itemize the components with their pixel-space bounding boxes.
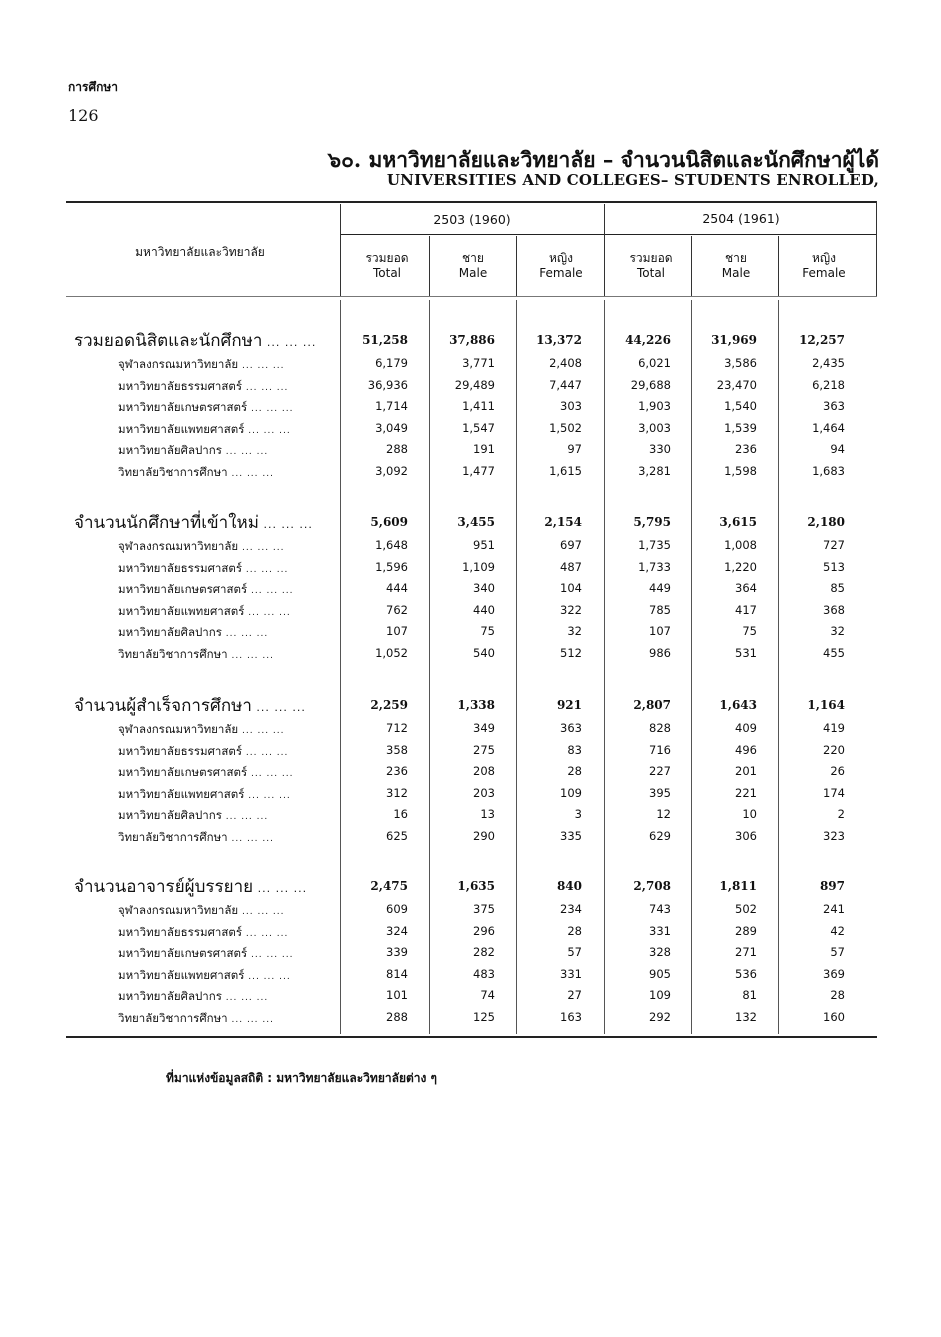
- leader-dots: ... ... ...: [238, 726, 285, 736]
- data-cell: 449: [649, 581, 671, 595]
- row-label-text: มหาวิทยาลัยเกษตรศาสตร์: [118, 582, 248, 596]
- row-label: [118, 721, 285, 739]
- column-divider: [340, 204, 341, 296]
- data-cell: 125: [473, 1009, 495, 1024]
- row-label: [118, 829, 274, 847]
- data-cell: 986: [649, 645, 671, 660]
- data-cell: 94: [830, 442, 845, 456]
- data-cell: 440: [473, 602, 495, 617]
- section-total-cell: 1,635: [457, 879, 495, 893]
- data-cell: 160: [823, 1009, 845, 1024]
- data-cell: 828: [649, 721, 671, 735]
- leader-dots: ... ... ...: [242, 564, 289, 575]
- column-divider: [429, 236, 430, 296]
- data-cell: 1,683: [812, 463, 845, 478]
- row-label: [118, 538, 285, 556]
- data-cell: 814: [386, 966, 408, 981]
- data-cell: 306: [735, 828, 757, 843]
- data-cell: 28: [830, 988, 845, 1002]
- column-header-english: Total: [372, 266, 402, 280]
- leader-dots: ... ... ...: [221, 993, 269, 1003]
- section-label: [74, 873, 307, 900]
- row-label: [118, 603, 291, 621]
- row-label-text: มหาวิทยาลัยธรรมศาสตร์: [118, 378, 243, 393]
- data-cell: 74: [480, 988, 495, 1002]
- data-cell: 1,735: [638, 538, 671, 552]
- data-cell: 3: [574, 807, 582, 821]
- leader-dots: ... ... ...: [253, 882, 308, 895]
- data-cell: 540: [473, 645, 495, 660]
- section-total-cell: 5,795: [633, 515, 671, 529]
- leader-dots: ... ... ...: [227, 833, 274, 844]
- row-label-text: มหาวิทยาลัยเกษตรศาสตร์: [118, 946, 248, 960]
- section-total-cell: 1,643: [719, 698, 757, 712]
- data-cell: 536: [735, 966, 757, 981]
- data-cell: 3,771: [462, 356, 495, 370]
- row-label: [118, 378, 288, 396]
- data-cell: 2,435: [812, 356, 845, 370]
- table-top-rule: [66, 201, 877, 203]
- data-cell: 328: [649, 945, 671, 959]
- data-cell: 609: [386, 902, 408, 916]
- data-cell: 16: [393, 807, 408, 821]
- section-label: [74, 509, 313, 536]
- data-cell: 132: [735, 1009, 757, 1024]
- data-cell: 335: [560, 828, 582, 843]
- data-cell: 3,049: [375, 420, 408, 435]
- section-label: [74, 692, 306, 719]
- data-cell: 331: [649, 923, 671, 938]
- data-cell: 349: [473, 721, 495, 735]
- row-label-text: มหาวิทยาลัยศิลปากร: [118, 989, 222, 1003]
- data-cell: 107: [649, 624, 671, 638]
- section-total-cell: 2,259: [370, 698, 408, 712]
- data-cell: 2,408: [549, 356, 582, 370]
- row-label: [118, 967, 291, 985]
- data-cell: 10: [742, 807, 757, 821]
- leader-dots: ... ... ...: [247, 769, 294, 779]
- data-cell: 375: [473, 902, 495, 916]
- data-cell: 1,903: [638, 399, 671, 413]
- leader-dots: ... ... ...: [247, 404, 294, 414]
- row-label-text: มหาวิทยาลัยศิลปากร: [118, 808, 222, 822]
- data-cell: 324: [386, 923, 408, 938]
- row-label: [118, 399, 294, 417]
- data-cell: 1,502: [549, 420, 582, 435]
- row-label-text: วิทยาลัยวิชาการศึกษา: [118, 646, 228, 661]
- data-cell: 227: [649, 764, 671, 778]
- data-cell: 275: [473, 742, 495, 757]
- data-cell: 174: [823, 785, 845, 800]
- data-cell: 330: [649, 442, 671, 456]
- data-cell: 419: [823, 721, 845, 735]
- column-header: [782, 251, 866, 281]
- row-label-text: มหาวิทยาลัยแพทยศาสตร์: [118, 786, 245, 801]
- row-label-text: วิทยาลัยวิชาการศึกษา: [118, 1010, 228, 1025]
- table-bottom-rule: [66, 1036, 877, 1038]
- data-cell: 12: [656, 807, 671, 821]
- column-header: [609, 251, 693, 281]
- column-header-english: Male: [721, 266, 751, 280]
- data-cell: 3,586: [724, 356, 757, 370]
- data-cell: 163: [560, 1009, 582, 1024]
- data-cell: 1,008: [724, 538, 757, 552]
- leader-dots: ... ... ...: [221, 812, 269, 822]
- data-cell: 2: [837, 807, 845, 821]
- row-label: [118, 902, 285, 920]
- leader-dots: ... ... ...: [238, 907, 285, 917]
- section-total-cell: 44,226: [625, 333, 671, 347]
- table-title-english: UNIVERSITIES AND COLLEGES– STUDENTS ENROLLED,: [386, 171, 879, 189]
- data-cell: 369: [823, 966, 845, 981]
- data-cell: 288: [386, 1009, 408, 1024]
- leader-dots: ... ... ...: [238, 361, 285, 371]
- column-header-thai: ชาย: [725, 251, 747, 265]
- data-cell: 1,598: [724, 463, 757, 478]
- row-label: [118, 356, 285, 374]
- data-cell: 368: [823, 602, 845, 617]
- data-cell: 32: [830, 624, 845, 638]
- column-header-thai: รวมยอด: [629, 251, 673, 265]
- data-cell: 496: [735, 742, 757, 757]
- data-cell: 81: [742, 988, 757, 1002]
- year-header-rule: [340, 234, 877, 235]
- column-divider: [516, 236, 517, 296]
- data-cell: 97: [567, 442, 582, 456]
- data-cell: 762: [386, 602, 408, 617]
- row-label-text: มหาวิทยาลัยแพทยศาสตร์: [118, 967, 245, 982]
- leader-dots: ... ... ...: [227, 1014, 274, 1025]
- leader-dots: ... ... ...: [247, 586, 294, 596]
- stub-header: มหาวิทยาลัยและวิทยาลัย: [135, 245, 265, 259]
- row-label-text: มหาวิทยาลัยศิลปากร: [118, 443, 222, 457]
- column-header-english: Female: [802, 266, 846, 280]
- data-cell: 27: [567, 988, 582, 1002]
- data-cell: 296: [473, 923, 495, 938]
- section-total-cell: 921: [556, 698, 582, 712]
- leader-dots: ... ... ...: [247, 950, 294, 960]
- leader-dots: ... ... ...: [238, 543, 285, 553]
- data-cell: 1,547: [462, 420, 495, 435]
- leader-dots: ... ... ...: [251, 701, 306, 714]
- row-label: [118, 1010, 274, 1028]
- data-cell: 1,540: [724, 399, 757, 413]
- row-label-text: มหาวิทยาลัยเกษตรศาสตร์: [118, 400, 248, 414]
- data-cell: 1,596: [375, 559, 408, 574]
- data-cell: 712: [386, 721, 408, 735]
- section-total-cell: 31,969: [711, 333, 757, 347]
- table-title-thai: ๖๐. มหาวิทยาลัยและวิทยาลัย – จำนวนนิสิตและนักศึกษาผู้ได้: [327, 147, 879, 172]
- data-cell: 36,936: [367, 377, 408, 392]
- data-cell: 104: [560, 581, 582, 595]
- header-bottom-rule: [66, 296, 877, 297]
- row-label-text: มหาวิทยาลัยธรรมศาสตร์: [118, 924, 243, 939]
- data-cell: 83: [567, 742, 582, 757]
- data-cell: 289: [735, 923, 757, 938]
- data-cell: 85: [830, 581, 845, 595]
- section-total-cell: 12,257: [799, 333, 845, 347]
- data-cell: 236: [735, 442, 757, 456]
- data-cell: 339: [386, 945, 408, 959]
- leader-dots: ... ... ...: [262, 336, 317, 349]
- row-label-text: มหาวิทยาลัยแพทยศาสตร์: [118, 421, 245, 436]
- data-cell: 303: [560, 399, 582, 413]
- leader-dots: ... ... ...: [244, 607, 291, 618]
- row-label: [118, 442, 268, 460]
- data-cell: 282: [473, 945, 495, 959]
- row-label-text: มหาวิทยาลัยศิลปากร: [118, 625, 222, 639]
- data-cell: 23,470: [716, 377, 757, 392]
- data-cell: 312: [386, 785, 408, 800]
- data-cell: 340: [473, 581, 495, 595]
- data-cell: 363: [560, 721, 582, 735]
- column-header: [345, 251, 429, 281]
- year-header-1961: 2504 (1961): [702, 211, 780, 226]
- column-header-thai: ชาย: [462, 251, 484, 265]
- data-cell: 109: [649, 988, 671, 1002]
- section-total-cell: 840: [556, 879, 582, 893]
- data-cell: 191: [473, 442, 495, 456]
- data-cell: 513: [823, 559, 845, 574]
- data-cell: 221: [735, 785, 757, 800]
- row-label: [118, 743, 288, 761]
- leader-dots: ... ... ...: [227, 650, 274, 661]
- data-cell: 75: [480, 624, 495, 638]
- leader-dots: ... ... ...: [244, 971, 291, 982]
- data-cell: 208: [473, 764, 495, 778]
- section-label-text: จำนวนผู้สำเร็จการศึกษา: [74, 696, 252, 716]
- section-total-cell: 3,615: [719, 515, 757, 529]
- section-total-cell: 1,811: [719, 879, 757, 893]
- row-label: [118, 807, 268, 825]
- data-cell: 236: [386, 764, 408, 778]
- row-label: [118, 924, 288, 942]
- section-label-text: จำนวนนักศึกษาที่เข้าใหม่: [74, 513, 259, 533]
- data-cell: 1,220: [724, 559, 757, 574]
- section-total-cell: 51,258: [362, 333, 408, 347]
- column-header-english: Total: [636, 266, 666, 280]
- leader-dots: ... ... ...: [244, 790, 291, 801]
- data-cell: 203: [473, 785, 495, 800]
- row-label-text: จุฬาลงกรณมหาวิทยาลัย: [118, 903, 239, 917]
- column-header: [519, 251, 603, 281]
- column-header: [694, 251, 778, 281]
- data-cell: 3,281: [638, 463, 671, 478]
- data-cell: 1,411: [462, 399, 495, 413]
- data-cell: 57: [830, 945, 845, 959]
- data-cell: 785: [649, 602, 671, 617]
- data-cell: 1,052: [375, 645, 408, 660]
- row-label: [118, 764, 294, 782]
- data-cell: 290: [473, 828, 495, 843]
- data-cell: 271: [735, 945, 757, 959]
- data-cell: 951: [473, 538, 495, 552]
- data-cell: 7,447: [549, 377, 582, 392]
- section-total-cell: 2,708: [633, 879, 671, 893]
- running-head: การศึกษา: [68, 80, 118, 94]
- row-label-text: จุฬาลงกรณมหาวิทยาลัย: [118, 539, 239, 553]
- data-cell: 26: [830, 764, 845, 778]
- data-cell: 1,615: [549, 463, 582, 478]
- table-right-border: [876, 201, 877, 296]
- data-cell: 1,733: [638, 559, 671, 574]
- data-cell: 32: [567, 624, 582, 638]
- column-header-thai: รวมยอด: [365, 251, 409, 265]
- data-cell: 29,688: [630, 377, 671, 392]
- data-cell: 727: [823, 538, 845, 552]
- data-cell: 29,489: [454, 377, 495, 392]
- data-cell: 288: [386, 442, 408, 456]
- section-label: [74, 327, 316, 354]
- data-cell: 743: [649, 902, 671, 916]
- section-label-text: รวมยอดนิสิตและนักศึกษา: [74, 331, 263, 351]
- leader-dots: ... ... ...: [242, 928, 289, 939]
- data-cell: 905: [649, 966, 671, 981]
- leader-dots: ... ... ...: [227, 468, 274, 479]
- row-label: [118, 560, 288, 578]
- data-cell: 241: [823, 902, 845, 916]
- section-total-cell: 2,180: [807, 515, 845, 529]
- data-cell: 28: [567, 764, 582, 778]
- column-divider: [778, 236, 779, 296]
- data-cell: 1,714: [375, 399, 408, 413]
- data-cell: 629: [649, 828, 671, 843]
- data-cell: 331: [560, 966, 582, 981]
- section-total-cell: 5,609: [370, 515, 408, 529]
- data-cell: 6,218: [812, 377, 845, 392]
- year-header-1960: 2503 (1960): [433, 212, 511, 227]
- data-cell: 13: [480, 807, 495, 821]
- section-total-cell: 37,886: [449, 333, 495, 347]
- data-cell: 697: [560, 538, 582, 552]
- row-label: [118, 464, 274, 482]
- leader-dots: ... ... ...: [221, 447, 269, 457]
- data-cell: 409: [735, 721, 757, 735]
- data-cell: 107: [386, 624, 408, 638]
- row-label-text: มหาวิทยาลัยเกษตรศาสตร์: [118, 765, 248, 779]
- row-label-text: จุฬาลงกรณมหาวิทยาลัย: [118, 722, 239, 736]
- data-cell: 6,021: [638, 356, 671, 370]
- section-total-cell: 2,475: [370, 879, 408, 893]
- row-label-text: วิทยาลัยวิชาการศึกษา: [118, 829, 228, 844]
- row-label: [118, 646, 274, 664]
- data-cell: 363: [823, 399, 845, 413]
- data-cell: 1,464: [812, 420, 845, 435]
- row-label: [118, 945, 294, 963]
- section-total-cell: 2,807: [633, 698, 671, 712]
- data-cell: 109: [560, 785, 582, 800]
- data-cell: 1,539: [724, 420, 757, 435]
- data-cell: 625: [386, 828, 408, 843]
- row-label-text: มหาวิทยาลัยธรรมศาสตร์: [118, 560, 243, 575]
- row-label-text: จุฬาลงกรณมหาวิทยาลัย: [118, 357, 239, 371]
- source-note: ที่มาแห่งข้อมูลสถิติ : มหาวิทยาลัยและวิทยาลัยต่าง ๆ: [166, 1071, 437, 1085]
- leader-dots: ... ... ...: [244, 425, 291, 436]
- data-cell: 234: [560, 902, 582, 916]
- page-number: 126: [68, 106, 99, 125]
- data-cell: 502: [735, 902, 757, 916]
- data-cell: 487: [560, 559, 582, 574]
- data-cell: 1,477: [462, 463, 495, 478]
- row-label-text: มหาวิทยาลัยธรรมศาสตร์: [118, 743, 243, 758]
- section-total-cell: 3,455: [457, 515, 495, 529]
- section-total-cell: 13,372: [536, 333, 582, 347]
- data-cell: 395: [649, 785, 671, 800]
- section-total-cell: 1,164: [807, 698, 845, 712]
- data-cell: 1,648: [375, 538, 408, 552]
- data-cell: 364: [735, 581, 757, 595]
- data-cell: 292: [649, 1009, 671, 1024]
- data-cell: 57: [567, 945, 582, 959]
- row-label: [118, 421, 291, 439]
- leader-dots: ... ... ...: [242, 382, 289, 393]
- data-cell: 28: [567, 923, 582, 938]
- data-cell: 101: [386, 988, 408, 1002]
- data-cell: 201: [735, 764, 757, 778]
- column-header-english: Male: [458, 266, 488, 280]
- column-header-thai: หญิง: [549, 251, 573, 265]
- leader-dots: ... ... ...: [242, 747, 289, 758]
- data-cell: 220: [823, 742, 845, 757]
- row-label: [118, 581, 294, 599]
- data-cell: 716: [649, 742, 671, 757]
- section-label-text: จำนวนอาจารย์ผู้บรรยาย: [74, 877, 254, 897]
- row-label-text: วิทยาลัยวิชาการศึกษา: [118, 464, 228, 479]
- leader-dots: ... ... ...: [258, 518, 313, 531]
- data-cell: 3,092: [375, 463, 408, 478]
- data-cell: 531: [735, 645, 757, 660]
- column-header: [431, 251, 515, 281]
- data-cell: 483: [473, 966, 495, 981]
- data-cell: 512: [560, 645, 582, 660]
- row-label: [118, 786, 291, 804]
- data-cell: 322: [560, 602, 582, 617]
- data-cell: 358: [386, 742, 408, 757]
- column-header-thai: หญิง: [812, 251, 836, 265]
- data-cell: 444: [386, 581, 408, 595]
- data-cell: 455: [823, 645, 845, 660]
- data-cell: 1,109: [462, 559, 495, 574]
- data-cell: 75: [742, 624, 757, 638]
- section-total-cell: 1,338: [457, 698, 495, 712]
- leader-dots: ... ... ...: [221, 629, 269, 639]
- data-cell: 323: [823, 828, 845, 843]
- row-label: [118, 988, 268, 1006]
- column-header-english: Female: [539, 266, 583, 280]
- data-cell: 6,179: [375, 356, 408, 370]
- section-total-cell: 2,154: [544, 515, 582, 529]
- column-divider: [604, 204, 605, 296]
- data-cell: 417: [735, 602, 757, 617]
- data-cell: 3,003: [638, 420, 671, 435]
- data-cell: 42: [830, 923, 845, 938]
- row-label-text: มหาวิทยาลัยแพทยศาสตร์: [118, 603, 245, 618]
- row-label: [118, 624, 268, 642]
- section-total-cell: 897: [819, 879, 845, 893]
